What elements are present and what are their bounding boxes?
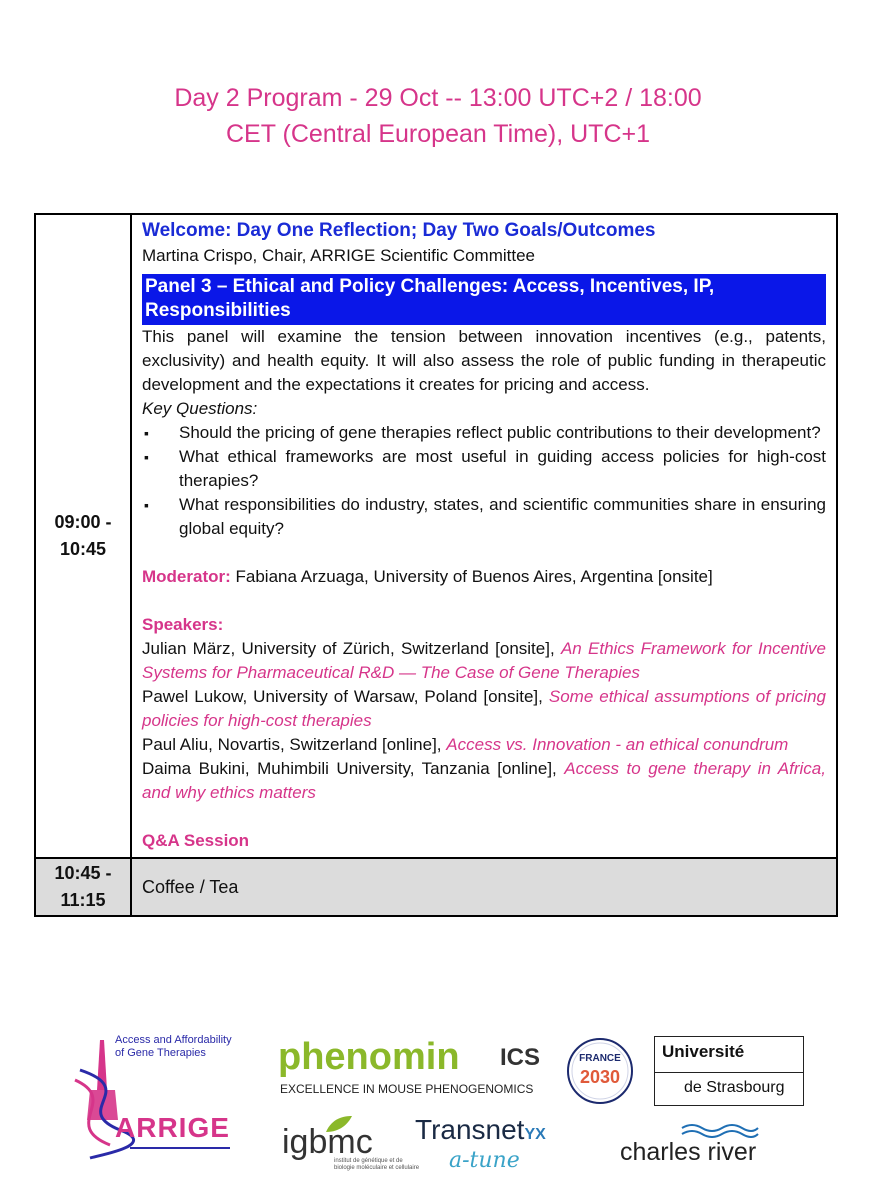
unistra-line-2: de Strasbourg: [684, 1079, 785, 1096]
program-header: [0, 80, 876, 152]
time-end: 11:15: [60, 890, 106, 910]
arrige-tagline: Access and Affordability of Gene Therapies: [115, 1034, 232, 1059]
transnetyx-logo: [415, 1114, 565, 1174]
speaker-talk: Some ethical assumptions of pricing policies for high-cost therapies: [142, 687, 826, 730]
phenomin-logo: [278, 1036, 541, 1102]
igbmc-logo: [282, 1114, 420, 1171]
key-questions-label: Key Questions:: [142, 399, 258, 418]
questions-list: [142, 421, 826, 541]
speaker-talk: Access to gene therapy in Africa, and why ethics matters: [142, 759, 826, 802]
transnetyx-tagline: a-tune: [449, 1148, 520, 1173]
charles-river-name: charles river: [620, 1138, 757, 1166]
igbmc-tagline: institut de génétique et de biologie moléculaire et cellulaire: [334, 1158, 420, 1171]
moderator-line: [142, 565, 826, 589]
speaker-entry: [142, 685, 826, 733]
panel-title: Panel 3 – Ethical and Policy Challenges: Access, Incentives, IP, Responsibilities: [142, 274, 826, 325]
speaker-talk: An Ethics Framework for Incentive Systems for Pharmaceutical R&D — The Case of Gene Therapies: [142, 639, 827, 682]
speakers-label: Speakers:: [142, 615, 224, 634]
time-start: 09:00 -: [54, 512, 112, 532]
moderator-name: Fabiana Arzuaga, University of Buenos Aires, Argentina [onsite]: [235, 567, 713, 586]
question-item: ▪ Should the pricing of gene therapies reflect public contributions to their development?: [142, 421, 826, 445]
time-end: 10:45: [59, 539, 107, 559]
france2030-year: 2030: [579, 1067, 621, 1087]
question-item: ▪ What ethical frameworks are most useful in guiding access policies for high-cost therapies?: [142, 445, 826, 493]
moderator-label: Moderator:: [142, 567, 231, 586]
transnetyx-name: TransnetYX: [415, 1114, 546, 1145]
welcome-person: Martina Crispo, Chair, ARRIGE Scientific Committee: [142, 246, 536, 265]
unistra-logo: [654, 1036, 804, 1108]
phenomin-cs: ICS: [500, 1044, 541, 1071]
speaker-entry: [142, 637, 826, 685]
panel-description: This panel will examine the tension between innovation incentives (e.g., patents, exclusivity) and health equity. It will also assess the role of public funding in therapeutic development and the expectations it creates for pricing and access.: [142, 327, 826, 394]
charles-river-wave-icon: [680, 1122, 760, 1138]
schedule-table: [34, 213, 838, 917]
speaker-talk: Access vs. Innovation - an ethical conundrum: [446, 735, 789, 754]
break-title: Coffee / Tea: [131, 858, 837, 916]
charles-river-logo: [620, 1122, 810, 1172]
speaker-name: Pawel Lukow, University of Warsaw, Poland [onsite],: [142, 687, 543, 706]
speaker-name: Daima Bukini, Muhimbili University, Tanzania [online],: [142, 759, 557, 778]
welcome-title: Welcome: Day One Reflection; Day Two Goals/Outcomes: [142, 220, 656, 241]
arrige-name: ARRIGE: [115, 1112, 230, 1143]
session-time: [35, 214, 131, 858]
question-item: ▪ What responsibilities do industry, states, and scientific communities share in ensuring global equity?: [142, 493, 826, 541]
arrige-logo: [60, 1030, 240, 1160]
speaker-name: Paul Aliu, Novartis, Switzerland [online],: [142, 735, 442, 754]
phenomin-name: phenomin: [278, 1036, 460, 1078]
speaker-entry: [142, 733, 826, 757]
speaker-entry: [142, 757, 826, 805]
session-content: [131, 214, 837, 858]
speaker-name: Julian März, University of Zürich, Switzerland [onsite],: [142, 639, 555, 658]
igbmc-name: igbmc: [282, 1123, 373, 1161]
header-line-1: Day 2 Program - 29 Oct -- 13:00 UTC+2 / 18:00: [174, 84, 702, 112]
unistra-line-1: Université: [662, 1042, 745, 1061]
sponsor-logos: [60, 1030, 820, 1180]
break-time: [35, 858, 131, 916]
break-row: [35, 858, 837, 916]
session-row: [35, 214, 837, 858]
france2030-logo: [565, 1036, 635, 1106]
phenomin-tagline: EXCELLENCE IN MOUSE PHENOGENOMICS: [280, 1082, 534, 1096]
qa-label: Q&A Session: [142, 831, 250, 850]
france2030-top: FRANCE: [579, 1053, 621, 1064]
time-start: 10:45 -: [54, 863, 112, 883]
header-line-2: CET (Central European Time), UTC+1: [226, 120, 650, 148]
